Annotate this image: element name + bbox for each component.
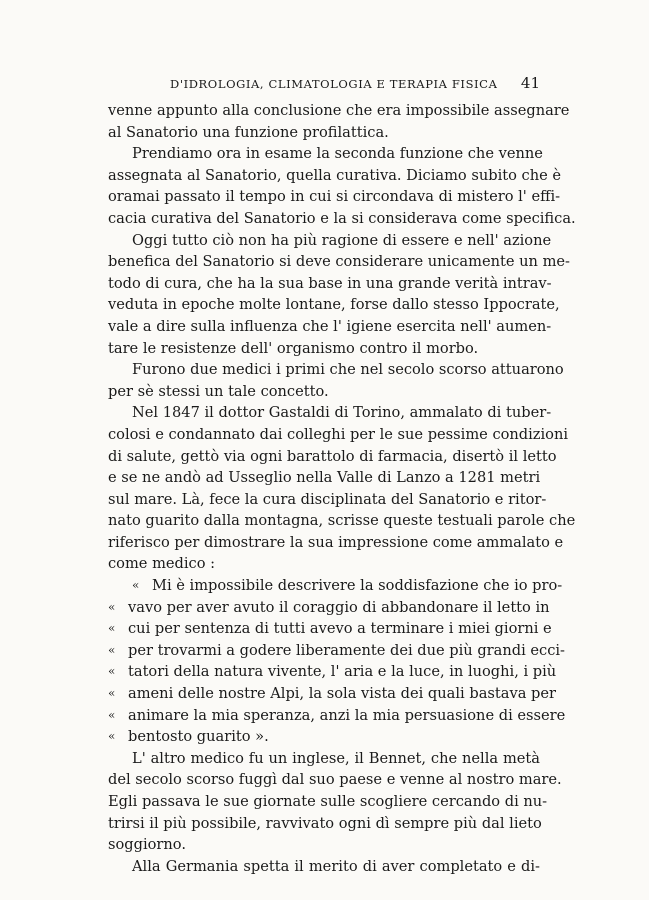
text-line: « tatori della natura vivente, l' aria e la luce, in luoghi, i più bbox=[108, 661, 540, 683]
text-line: veduta in epoche molte lontane, forse dallo stesso Ippocrate, bbox=[108, 296, 560, 314]
quote-mark: « bbox=[132, 578, 140, 593]
text-line: Alla Germania spetta il merito di aver completato e di- bbox=[132, 857, 540, 875]
text-line: come medico : bbox=[108, 555, 216, 573]
text-line: per sè stessi un tale concetto. bbox=[108, 382, 329, 400]
text-line: vale a dire sulla influenza che l' igiene esercita nell' aumen- bbox=[108, 317, 552, 335]
paragraph bbox=[108, 402, 576, 575]
text-line: Prendiamo ora in esame la seconda funzione che venne bbox=[132, 145, 543, 163]
paragraph bbox=[108, 230, 570, 360]
text-line: « cui per sentenza di tutti avevo a terminare i miei giorni e bbox=[108, 618, 540, 640]
text-line: L' altro medico fu un inglese, il Bennet, che nella metà bbox=[132, 749, 540, 767]
text-line: « Mi è impossibile descrivere la soddisfazione che io pro- bbox=[108, 575, 540, 597]
text-line: tare le resistenze dell' organismo contro il morbo. bbox=[108, 339, 479, 357]
text-line: « vavo per aver avuto il coraggio di abbandonare il letto in bbox=[108, 597, 540, 619]
text-line: Furono due medici i primi che nel secolo scorso attuarono bbox=[132, 361, 564, 379]
page-number: 41 bbox=[520, 74, 540, 92]
text-line: oramai passato il tempo in cui si circondava di mistero l' effi- bbox=[108, 188, 561, 206]
running-head: D'IDROLOGIA, CLIMATOLOGIA E TERAPIA FISICA bbox=[170, 77, 498, 91]
text-line: trirsi il più possibile, ravvivato ogni dì sempre più dal lieto bbox=[108, 814, 542, 832]
paragraph bbox=[108, 856, 540, 878]
text-line: « ameni delle nostre Alpi, la sola vista dei quali bastava per bbox=[108, 683, 540, 705]
text-line: al Sanatorio una funzione profilattica. bbox=[108, 123, 389, 141]
text-line: Oggi tutto ciò non ha più ragione di essere e nell' azione bbox=[132, 231, 552, 249]
page-header bbox=[108, 74, 540, 94]
quote-mark: « bbox=[108, 599, 116, 614]
quote-mark: « bbox=[108, 686, 116, 701]
quote-mark: « bbox=[108, 729, 116, 744]
text-line: soggiorno. bbox=[108, 836, 186, 854]
text-line: venne appunto alla conclusione che era impossibile assegnare bbox=[108, 102, 570, 119]
text-line: di salute, gettò via ogni barattolo di farmacia, disertò il letto bbox=[108, 447, 557, 465]
text-line: benefica del Sanatorio si deve considerare unicamente un me- bbox=[108, 253, 570, 271]
text-line: riferisco per dimostrare la sua impressione come ammalato e bbox=[108, 533, 564, 551]
text-line: e se ne andò ad Usseglio nella Valle di Lanzo a 1281 metri bbox=[108, 469, 541, 487]
quotation-paragraph bbox=[108, 575, 566, 748]
text-line: Egli passava le sue giornate sulle scogliere cercando di nu- bbox=[108, 793, 548, 810]
text-line: cacia curativa del Sanatorio e la si considerava come specifica. bbox=[108, 209, 576, 227]
text-line: « animare la mia speranza, anzi la mia persuasione di essere bbox=[108, 705, 540, 727]
paragraph bbox=[108, 748, 562, 856]
text-line: colosi e condannato dai colleghi per le sue pessime condizioni bbox=[108, 425, 569, 443]
quote-mark: « bbox=[108, 707, 116, 722]
paragraph bbox=[108, 143, 576, 229]
text-line: sul mare. Là, fece la cura disciplinata del Sanatorio e ritor- bbox=[108, 490, 547, 508]
quote-mark: « bbox=[108, 642, 116, 657]
text-line: todo di cura, che ha la sua base in una grande verità intrav- bbox=[108, 274, 552, 292]
quote-mark: « bbox=[108, 664, 116, 679]
text-line: « per trovarmi a godere liberamente dei due più grandi ecci- bbox=[108, 640, 540, 662]
text-line: nato guarito dalla montagna, scrisse queste testuali parole che bbox=[108, 512, 576, 530]
body-text bbox=[108, 100, 576, 877]
paragraph bbox=[108, 359, 564, 402]
text-line: assegnata al Sanatorio, quella curativa. Diciamo subito che è bbox=[108, 166, 562, 184]
text-line: Nel 1847 il dottor Gastaldi di Torino, ammalato di tuber- bbox=[132, 404, 552, 422]
quote-mark: « bbox=[108, 621, 116, 636]
text-line: del secolo scorso fuggì dal suo paese e venne al nostro mare. bbox=[108, 771, 562, 789]
text-line: « bentosto guarito ». bbox=[108, 726, 540, 748]
paragraph bbox=[108, 100, 570, 143]
